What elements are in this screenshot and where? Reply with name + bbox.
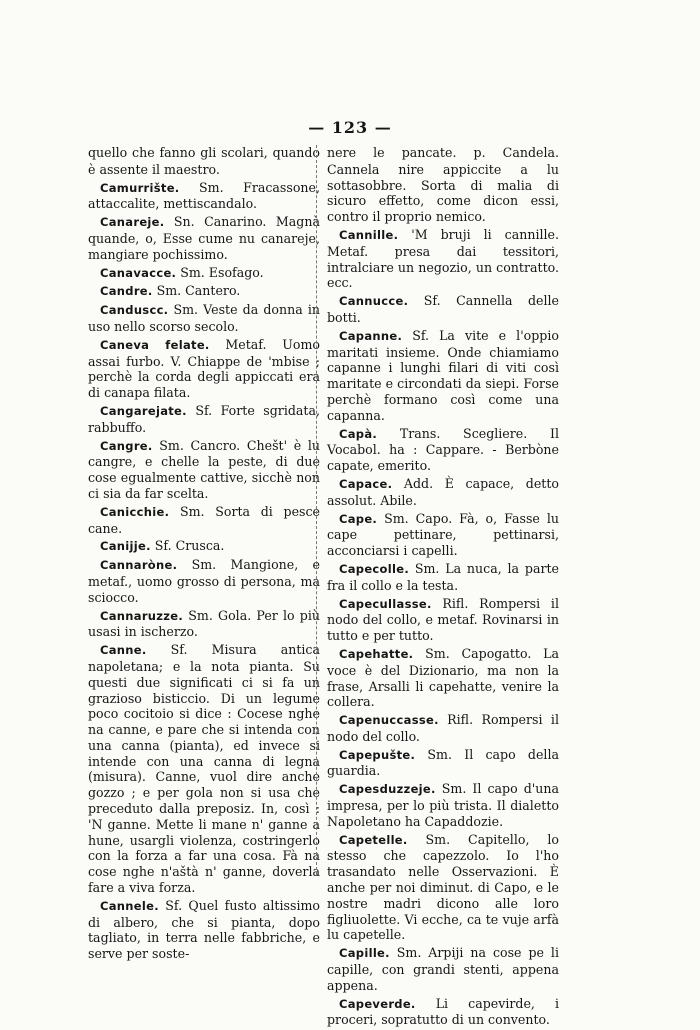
entry-definition: Sm. Arpiji na cose pe li capille, con grandi stenti, appena appena.	[327, 945, 559, 993]
entry-definition: nere le pancate. p. Candela. Cannela nire appiccite a lu sottasobbre. Sorta di malia di sicuro effetto, come dicon essi, contro il proprio nemico.	[327, 145, 559, 225]
column-divider	[316, 145, 317, 875]
entry-definition: Sm. Fracassone, attaccalite, mettiscandalo.	[88, 179, 320, 212]
entry-headword: Cangre.	[100, 438, 153, 453]
dictionary-entry	[327, 145, 559, 225]
entry-definition: Sm. Il capo della guardia.	[327, 746, 559, 779]
dictionary-entry	[88, 557, 320, 605]
dictionary-entry	[327, 511, 559, 559]
entry-definition: Sm. Cancro. Chešt' è lu cangre, e chelle la peste, di due cose egualmente cattive, sicchè non ci sia da far scelta.	[88, 437, 320, 501]
entry-definition: Sm. La nuca, la parte fra il collo e la testa.	[327, 560, 559, 593]
dictionary-entry	[327, 426, 559, 474]
entry-definition: quello che fanno gli scolari, quando è assente il maestro.	[88, 145, 320, 177]
dictionary-entry	[327, 945, 559, 993]
entry-headword: Canicchie.	[100, 504, 170, 519]
dictionary-entry	[327, 747, 559, 780]
entry-headword: Capepušte.	[339, 747, 416, 762]
dictionary-entry	[327, 476, 559, 509]
entry-headword: Capanne.	[339, 328, 403, 343]
entry-definition: Sn. Canarino. Magnà quande, o, Esse cume nu canareje, mangiare pochissimo.	[88, 214, 320, 262]
entry-definition: Rifl. Rompersi il nodo del collo.	[327, 712, 559, 744]
dictionary-entry	[88, 145, 320, 178]
entry-definition: Sf. Cannella delle botti.	[327, 293, 559, 325]
dictionary-entry	[88, 214, 320, 262]
entry-definition: Sm. Il capo d'una impresa, per lo più trista. Il dialetto Napoletano ha Capaddozie.	[327, 781, 559, 829]
entry-headword: Caneva felate.	[100, 337, 210, 352]
entry-definition: Metaf. Uomo assai furbo. V. Chiappe de 'mbise ; perchè la corda degli appiccati era di canapa filata.	[88, 336, 320, 401]
dictionary-entry	[88, 180, 320, 213]
dictionary-entry	[327, 646, 559, 710]
entry-definition: 'M bruji li cannille. Metaf. presa dai tessitori, intralciare un negozio, un contratto. ecc.	[327, 226, 559, 291]
entry-headword: Cannaròne.	[100, 558, 178, 573]
entry-definition: Sm. Capitello, lo stesso che capezzolo. Io l'ho trasandato nelle Osservazioni. È anche per noi diminut. di Capo, e le nostre madri dicono alle loro figliuolette. Vi ecche, ca te vuje arfà lu capetelle.	[327, 831, 559, 943]
entry-definition: Li capevirde, i proceri, sopratutto di un convento.	[327, 995, 559, 1028]
dictionary-entry	[88, 265, 320, 282]
entry-headword: Cannucce.	[339, 294, 409, 309]
dictionary-entry	[88, 403, 320, 436]
page-number: — 123 —	[308, 118, 392, 137]
dictionary-entry	[88, 302, 320, 335]
entry-headword: Camurrište.	[100, 180, 180, 195]
entry-definition: Add. È capace, detto assolut. Abile.	[327, 475, 559, 508]
entry-headword: Capetelle.	[339, 832, 408, 847]
entry-definition: Sf. Crusca.	[154, 538, 225, 554]
entry-headword: Canduscc.	[100, 303, 169, 318]
entry-headword: Cape.	[339, 511, 378, 526]
right-column	[327, 145, 559, 1030]
dictionary-entry	[88, 337, 320, 401]
dictionary-entry	[88, 608, 320, 641]
dictionary-entry	[88, 898, 320, 962]
entry-definition: Sf. Quel fusto altissimo di albero, che si pianta, dopo tagliato, in terra nelle fabbriche, e serve per soste-	[88, 897, 320, 962]
entry-headword: Cannele.	[100, 898, 159, 913]
entry-headword: Candre.	[100, 284, 153, 299]
entry-headword: Capille.	[339, 946, 390, 961]
dictionary-entry	[327, 996, 559, 1029]
entry-headword: Capà.	[339, 426, 378, 441]
dictionary-entry	[88, 538, 320, 555]
entry-headword: Capecullasse.	[339, 596, 432, 611]
dictionary-entry	[327, 227, 559, 291]
entry-definition: Trans. Scegliere. Il Vocabol. ha : Cappare. - Berbòne capate, emerito.	[327, 425, 559, 474]
entry-headword: Capeverde.	[339, 996, 416, 1011]
entry-definition: Sm. Sorta di pesce cane.	[88, 503, 320, 536]
entry-headword: Capesduzzeje.	[339, 782, 436, 797]
entry-headword: Canavacce.	[100, 265, 177, 280]
dictionary-entry	[88, 283, 320, 300]
dictionary-entry	[327, 561, 559, 594]
entry-definition: Sf. Forte sgridata, rabbuffo.	[88, 402, 320, 435]
entry-definition: Sm. Capogatto. La voce è del Dizionario, ma non la frase, Arsalli li capehatte, venire la collera.	[327, 645, 559, 710]
entry-headword: Canijje.	[100, 539, 151, 554]
entry-definition: Sm. Veste da donna in uso nello scorso secolo.	[88, 302, 320, 334]
dictionary-entry	[88, 438, 320, 502]
entry-definition: Sm. Capo. Fà, o, Fasse lu cape pettinare, pettinarsi, acconciarsi i capelli.	[327, 510, 559, 559]
entry-headword: Cangarejate.	[100, 403, 187, 418]
entry-headword: Capace.	[339, 476, 393, 491]
entry-definition: Sm. Esofago.	[180, 264, 264, 280]
dictionary-entry	[327, 712, 559, 745]
left-column	[88, 145, 320, 964]
entry-definition: Sm. Gola. Per lo più usasi in ischerzo.	[88, 607, 320, 640]
dictionary-entry	[327, 596, 559, 644]
entry-headword: Canareje.	[100, 215, 165, 230]
entry-headword: Cannaruzze.	[100, 608, 184, 623]
entry-headword: Capenuccasse.	[339, 713, 439, 728]
entry-definition: Rifl. Rompersi il nodo del collo, e metaf. Rovinarsi in tutto e per tutto.	[327, 595, 559, 644]
dictionary-entry	[327, 328, 559, 424]
entry-definition: Sm. Cantero.	[156, 283, 241, 299]
entry-headword: Cannille.	[339, 227, 399, 242]
entry-headword: Capehatte.	[339, 646, 414, 661]
entry-headword: Canne.	[100, 643, 147, 658]
dictionary-entry	[88, 504, 320, 537]
entry-definition: Sf. Misura antica napoletana; e la nota pianta. Su questi due significati ci si fa un grazioso bisticcio. Di un legume poco cocitoio si dice : Cocese nghe na canne, e pare che si intenda con una canna (pianta), ed invece si intende con una canna di legna (misura). Canne, vuol dire anche gozzo ; e per gola non si usa che preceduto dalla preposiz. In, così : 'N ganne. Mette li mane n' ganne a hune, usargli violenza, costringerlo con la forza a far una cosa. Fà na cose nghe n'aštà n' ganne, doverla fare a viva forza.	[88, 642, 320, 896]
dictionary-entry	[327, 781, 559, 829]
dictionary-entry	[327, 832, 559, 944]
entry-definition: Sf. La vite e l'oppio maritati insieme. Onde chiamiamo capanne i lunghi filari di viti così maritate e circondati da siepi. Forse perchè formano così come una capanna.	[327, 327, 559, 423]
entry-definition: Sm. Mangione, e metaf., uomo grosso di persona, ma sciocco.	[88, 557, 320, 605]
dictionary-entry	[327, 293, 559, 326]
dictionary-entry	[88, 642, 320, 896]
entry-headword: Capecolle.	[339, 561, 410, 576]
